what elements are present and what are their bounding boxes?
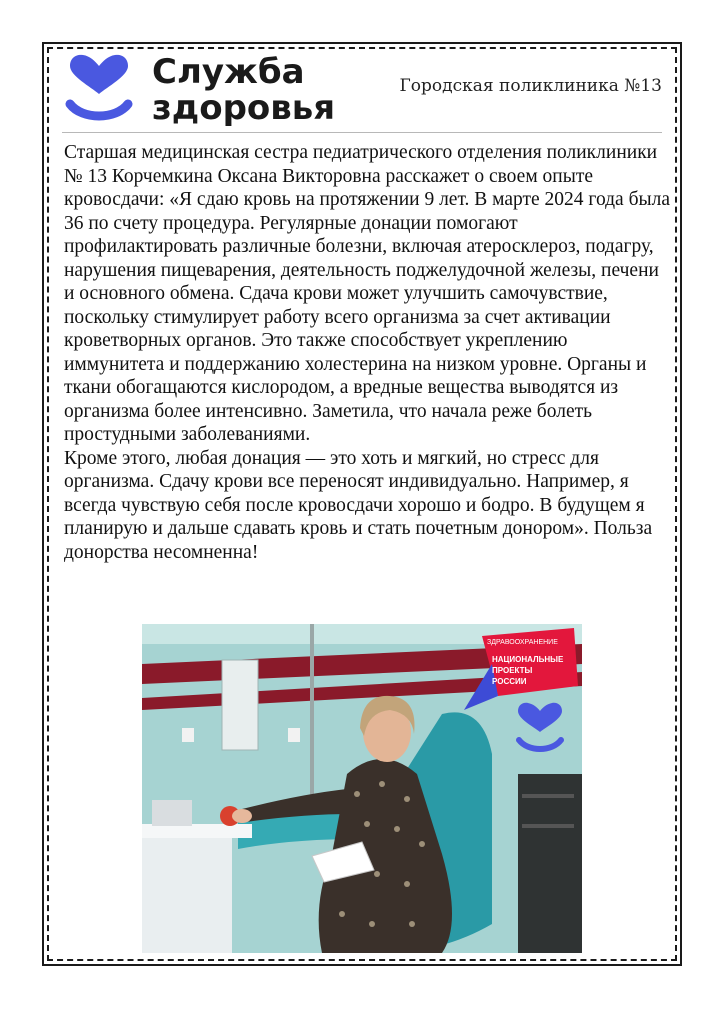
- donor-photo: [142, 624, 582, 953]
- badge-line-1: НАЦИОНАЛЬНЫЕ: [492, 655, 564, 664]
- header-divider: [62, 132, 662, 133]
- badge-top-text: ЗДРАВООХРАНЕНИЕ: [487, 639, 558, 646]
- paragraph-2: Кроме этого, любая донация — это хоть и мягкий, но стресс для организма. Сдачу крови все переносят индивидуально. Например, я всегда чувствую себя после кровосдачи хорошо и бодро. В будущем я планирую и дальше сдавать кровь и стать почетным донором». Польза донорства несомненна!: [64, 447, 653, 563]
- header: [62, 52, 662, 132]
- brand-line-2: здоровья: [152, 88, 336, 128]
- badge-line-2: ПРОЕКТЫ: [492, 666, 533, 675]
- brand-title: [152, 54, 335, 126]
- article-text: [64, 141, 670, 564]
- clinic-name: Городская поликлиника №13: [399, 76, 662, 96]
- paragraph-1: Старшая медицинская сестра педиатрического отделения поликлиники № 13 Корчемкина Оксана Викторовна расскажет о своем опыте кровосдачи: «Я сдаю кровь на протяжении 9 лет. В марте 2024 года была 36 по счету процедура. Регулярные донации помогают профилактировать различные болезни, включая атеросклероз, подагру, нарушения пищеварения, деятельность поджелудочной железы, печени и основного обмена. Сдача крови может улучшить самочувствие, поскольку стимулирует работу всего организма за счет активации кроветворных органов. Это также способствует укреплению иммунитета и поддержанию холестерина на низком уровне. Органы и ткани обогащаются кислородом, а вредные вещества выводятся из организма более интенсивно. Заметила, что начала реже болеть простудными заболеваниями.: [64, 142, 670, 445]
- badge-line-3: РОССИИ: [492, 677, 527, 686]
- brand-line-1: Служба: [152, 52, 305, 92]
- heart-smile-icon: [64, 54, 134, 122]
